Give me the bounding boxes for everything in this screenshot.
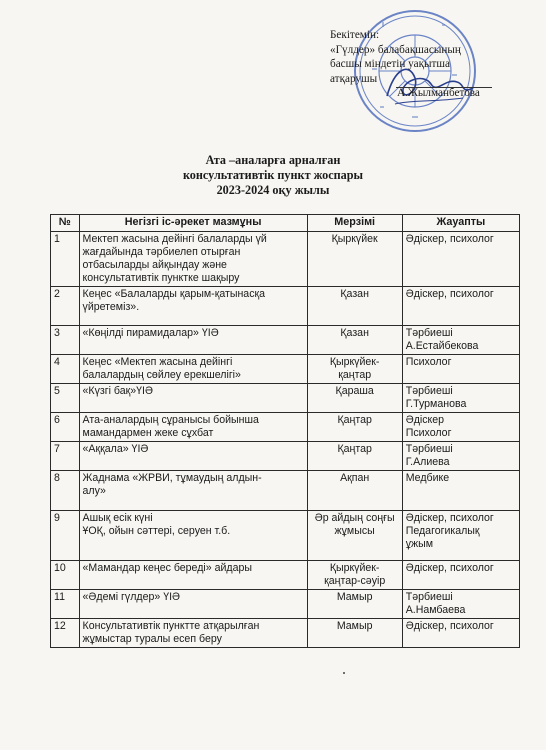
cell-activity xyxy=(79,384,307,413)
cell-activity-line: Ата-аналардың сұранысы бойынша xyxy=(82,414,259,426)
cell-number: 11 xyxy=(51,590,80,619)
cell-term xyxy=(307,326,402,355)
cell-activity-line: мамандармен жеке сұхбат xyxy=(82,427,214,439)
approver-name: А.Жылманбетова xyxy=(397,87,480,99)
cell-term-line: қаңтар-сәуір xyxy=(324,575,386,587)
cell-responsible xyxy=(402,590,519,619)
table-header-row xyxy=(51,215,520,232)
cell-activity-line: алу» xyxy=(82,485,106,497)
cell-responsible xyxy=(402,471,519,511)
cell-activity xyxy=(79,590,307,619)
approval-line: Бекітемін: xyxy=(330,29,380,41)
cell-activity-line: Кеңес «Мектеп жасына дейінгі xyxy=(82,356,233,368)
cell-responsible xyxy=(402,232,519,287)
approval-line: атқарушы xyxy=(330,72,378,85)
cell-term xyxy=(307,590,402,619)
cell-responsible-line: Әдіскер, психолог xyxy=(405,288,494,300)
cell-activity xyxy=(79,326,307,355)
cell-number: 8 xyxy=(51,471,80,511)
cell-responsible-line: Әдіскер, психолог xyxy=(405,562,494,574)
cell-term-line: Мамыр xyxy=(336,591,373,603)
cell-activity-line: Мектеп жасына дейінгі балаларды үй xyxy=(82,233,267,245)
cell-activity-line: «Әдемі гүлдер» ҮІӘ xyxy=(82,591,180,603)
table-row xyxy=(51,384,520,413)
cell-number: 10 xyxy=(51,561,80,590)
cell-term xyxy=(307,232,402,287)
cell-term xyxy=(307,413,402,442)
cell-term-line: Әр айдың соңғы xyxy=(314,512,395,524)
cell-responsible-line: Психолог xyxy=(405,427,452,439)
cell-responsible xyxy=(402,511,519,561)
cell-activity-line: жағдайында тәрбиелеп отырған xyxy=(82,246,241,258)
cell-term-line: Ақпан xyxy=(340,472,370,484)
cell-activity xyxy=(79,355,307,384)
cell-activity-line: «Мамандар кеңес береді» айдары xyxy=(82,562,252,574)
cell-number: 1 xyxy=(51,232,80,287)
cell-activity xyxy=(79,619,307,648)
cell-activity-line: «Күзгі бақ»ҮІӘ xyxy=(82,385,153,397)
cell-term-line: Қараша xyxy=(335,385,374,397)
plan-table xyxy=(50,214,520,648)
cell-responsible-line: Педагогикалық xyxy=(405,525,480,537)
cell-term-line: Қаңтар xyxy=(337,414,372,426)
table-row xyxy=(51,287,520,326)
cell-number: 6 xyxy=(51,413,80,442)
cell-number: 7 xyxy=(51,442,80,471)
title-line: Ата –аналарға арналған xyxy=(205,153,341,167)
cell-activity xyxy=(79,471,307,511)
cell-activity-line: балалардың сөйлеу ерекшелігі» xyxy=(82,369,241,381)
cell-number: 3 xyxy=(51,326,80,355)
table-row xyxy=(51,413,520,442)
cell-term xyxy=(307,619,402,648)
cell-responsible-line: Тәрбиеші xyxy=(405,591,453,603)
cell-term xyxy=(307,561,402,590)
cell-responsible-line: А.Намбаева xyxy=(405,604,466,616)
cell-term xyxy=(307,471,402,511)
ink-dot xyxy=(343,672,345,674)
cell-responsible xyxy=(402,413,519,442)
cell-term-line: Қаңтар xyxy=(337,443,372,455)
table-body xyxy=(51,232,520,648)
cell-term-line: Қазан xyxy=(340,288,369,300)
approval-line: «Гүлдер» балабақшасының xyxy=(330,43,461,56)
cell-activity-line: консультативтік пунктке шақыру xyxy=(82,272,240,284)
cell-activity xyxy=(79,413,307,442)
cell-responsible xyxy=(402,355,519,384)
document-title xyxy=(0,153,546,198)
cell-responsible-line: Әдіскер, психолог xyxy=(405,233,494,245)
cell-activity-line: жұмыстар туралы есеп беру xyxy=(82,633,222,645)
table-row xyxy=(51,561,520,590)
cell-activity xyxy=(79,287,307,326)
header-responsible: Жауапты xyxy=(402,215,519,232)
cell-responsible-line: Психолог xyxy=(405,356,452,368)
cell-term xyxy=(307,287,402,326)
cell-responsible-line: Тәрбиеші xyxy=(405,443,453,455)
approval-line: басшы міндетін уақытша xyxy=(330,58,450,70)
cell-term-line: Мамыр xyxy=(336,620,373,632)
table-row xyxy=(51,619,520,648)
cell-number: 5 xyxy=(51,384,80,413)
cell-term-line: Қазан xyxy=(340,327,369,339)
cell-responsible-line: Тәрбиеші xyxy=(405,385,453,397)
cell-responsible-line: Әдіскер, психолог xyxy=(405,512,494,524)
cell-term-line: Қыркүйек- xyxy=(329,356,380,368)
header-activity: Негізгі іс-әрекет мазмұны xyxy=(79,215,307,232)
cell-responsible xyxy=(402,287,519,326)
table-row xyxy=(51,511,520,561)
cell-activity-line: «Аққала» ҮІӘ xyxy=(82,443,149,455)
signature-line xyxy=(396,87,492,88)
cell-activity xyxy=(79,442,307,471)
cell-responsible xyxy=(402,326,519,355)
title-line: консультативтік пункт жоспары xyxy=(182,168,364,182)
cell-activity-line: Ашық есік күні xyxy=(82,512,153,524)
cell-activity-line: отбасыларды айқындау және xyxy=(82,259,227,271)
cell-activity-line: Жаднама «ЖРВИ, тұмаудың алдын- xyxy=(82,472,262,484)
cell-term-line: Қыркүйек xyxy=(331,233,378,245)
cell-number: 2 xyxy=(51,287,80,326)
cell-number: 9 xyxy=(51,511,80,561)
cell-term-line: Қыркүйек- xyxy=(329,562,380,574)
cell-responsible-line: Әдіскер, психолог xyxy=(405,620,494,632)
cell-activity-line: Кеңес «Балаларды қарым-қатынасқа xyxy=(82,288,266,300)
cell-term xyxy=(307,355,402,384)
cell-responsible xyxy=(402,619,519,648)
approval-block xyxy=(330,28,540,101)
cell-responsible-line: Тәрбиеші xyxy=(405,327,453,339)
cell-activity-line: ҰОҚ, ойын сәттері, серуен т.б. xyxy=(82,525,231,537)
cell-term-line: жұмысы xyxy=(334,525,375,537)
cell-responsible-line: Г.Алиева xyxy=(405,456,450,468)
cell-responsible-line: А.Естайбекова xyxy=(405,340,479,352)
cell-responsible-line: ұжым xyxy=(405,538,433,550)
cell-term xyxy=(307,511,402,561)
cell-activity-line: Консультативтік пунктте атқарылған xyxy=(82,620,260,632)
cell-term-line: қаңтар xyxy=(338,369,372,381)
cell-term xyxy=(307,384,402,413)
table-row xyxy=(51,232,520,287)
cell-responsible xyxy=(402,384,519,413)
cell-number: 12 xyxy=(51,619,80,648)
cell-activity xyxy=(79,511,307,561)
cell-number: 4 xyxy=(51,355,80,384)
header-term: Мерзімі xyxy=(307,215,402,232)
cell-responsible-line: Г.Турманова xyxy=(405,398,467,410)
title-line: 2023-2024 оқу жылы xyxy=(216,183,330,197)
cell-activity xyxy=(79,561,307,590)
table-row xyxy=(51,471,520,511)
table-row xyxy=(51,355,520,384)
cell-activity xyxy=(79,232,307,287)
header-number: № xyxy=(51,215,80,232)
cell-responsible-line: Әдіскер xyxy=(405,414,445,426)
cell-term xyxy=(307,442,402,471)
table-row xyxy=(51,590,520,619)
cell-activity-line: «Көңілді пирамидалар» ҮІӘ xyxy=(82,327,219,339)
table-row xyxy=(51,326,520,355)
cell-activity-line: үйретеміз». xyxy=(82,301,140,313)
table-row xyxy=(51,442,520,471)
cell-responsible xyxy=(402,561,519,590)
cell-responsible xyxy=(402,442,519,471)
cell-responsible-line: Медбике xyxy=(405,472,450,484)
